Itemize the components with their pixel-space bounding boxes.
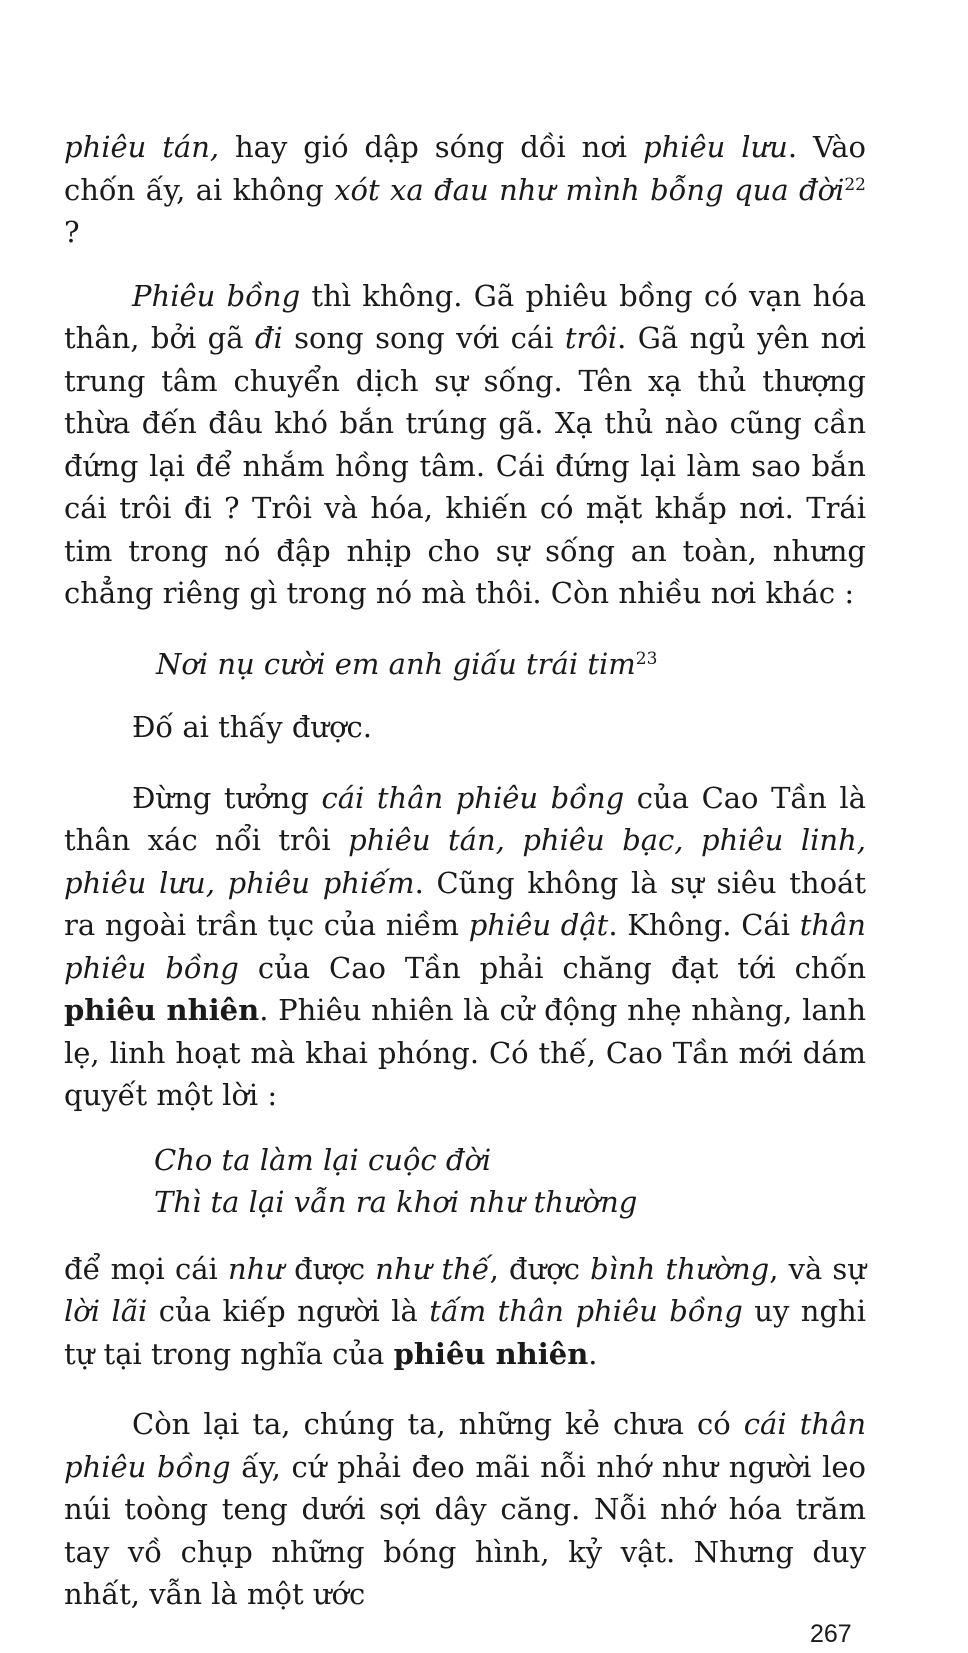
text-run: . Cũng không là sự siêu thoát ra ngoài trần tục của niềm [64,865,866,942]
text-run: , và sự [769,1251,866,1286]
text-run: như thế [375,1251,490,1286]
verse-quote-1 [64,643,866,686]
text-run: . Vào chốn ấy, ai không [64,130,867,207]
text-run: lời lãi [64,1294,148,1328]
text-run: . Phiêu nhiên là cử động nhẹ nhàng, lanh lẹ, linh hoạt mà khai phóng. Có thế, Cao Tần mới dám quyết một lời : [64,993,866,1112]
text-run: đi [254,321,283,355]
paragraph-6 [64,1403,866,1616]
text-run: như [227,1251,284,1286]
text-run: tấm thân phiêu bồng [429,1294,743,1328]
paragraph-3 [64,706,866,749]
text-run: hay gió dập sóng dồi nơi [219,130,643,164]
text-run: được [283,1251,376,1286]
text-run: bình thường [590,1251,770,1286]
text-run: . Không. Cái [608,908,800,942]
paragraph-4 [64,777,866,1117]
paragraph-2 [64,275,866,615]
text-run: cái thân phiêu bồng [321,780,625,815]
text-run: Còn lại ta, chúng ta, những kẻ chưa có [132,1407,744,1441]
paragraph-1 [64,126,866,254]
text-run: của Cao Tần là thân xác nổi trôi [64,780,866,857]
text-run: thân phiêu bồng [64,908,866,985]
text-run: của kiếp người là [147,1294,430,1328]
body-text [64,126,866,1616]
text-run: Đố ai thấy được. [132,710,373,744]
text-run: Đừng tưởng [132,780,322,815]
text-run: phiêu tán, [64,130,220,164]
text-run: xót xa đau như mình bỗng qua đời [334,172,845,207]
text-run: phiêu lưu [642,130,788,164]
text-run: . [588,1336,598,1371]
text-run: ? [64,215,80,249]
footnote-marker: 22 [844,174,866,195]
page-number: 267 [810,1620,852,1648]
footnote-marker: 23 [635,648,658,669]
text-run: của Cao Tần phải chăng đạt tới chốn [238,950,866,985]
text-run: . Gã ngủ yên nơi trung tâm chuyển dịch sự sống. Tên xạ thủ thượng thừa đến đâu khó bắn trúng gã. Xạ thủ nào cũng cần đứng lại để nhắm hồng tâm. Cái đứng lại làm sao bắn cái trôi đi ? Trôi và hóa, khiến có mặt khắp nơi. Trái tim trong nó đập nhịp cho sự sống an toàn, nhưng chẳng riêng gì trong nó mà thôi. Còn nhiều nơi khác : [64,321,866,610]
verse-line-2: Thì ta lại vẫn ra khơi như thường [154,1185,638,1219]
verse-line-1: Cho ta làm lại cuộc đời [154,1142,492,1177]
text-run: để mọi cái [64,1251,228,1286]
text-run: song song với cái [282,321,565,355]
text-run: thì không. Gã phiêu bồng có vạn hóa thân, bởi gã [64,278,866,355]
text-run: trôi [564,321,618,355]
text-run: cái thân phiêu bồng [64,1407,866,1484]
text-run: phiêu dật [468,908,609,942]
text-run: phiêu tán, phiêu bạc, phiêu linh, phiêu lưu, phiêu phiếm [64,823,866,900]
verse-quote-2 [64,1139,866,1224]
text-run: , được [489,1251,591,1286]
text-run: phiêu nhiên [64,993,260,1027]
text-run: Phiêu bồng [132,278,301,313]
paragraph-5 [64,1248,866,1376]
text-run: uy nghi tự tại trong nghĩa của [64,1294,866,1371]
text-run: ấy, cứ phải đeo mãi nỗi nhớ như người leo núi toòng teng dưới sợi dây căng. Nỗi nhớ hóa trăm tay vồ chụp những bóng hình, kỷ vật. Nhưng duy nhất, vẫn là một ước [64,1449,866,1611]
text-run: Nơi nụ cười em anh giấu trái tim [156,646,636,681]
text-run: phiêu nhiên [393,1336,589,1371]
